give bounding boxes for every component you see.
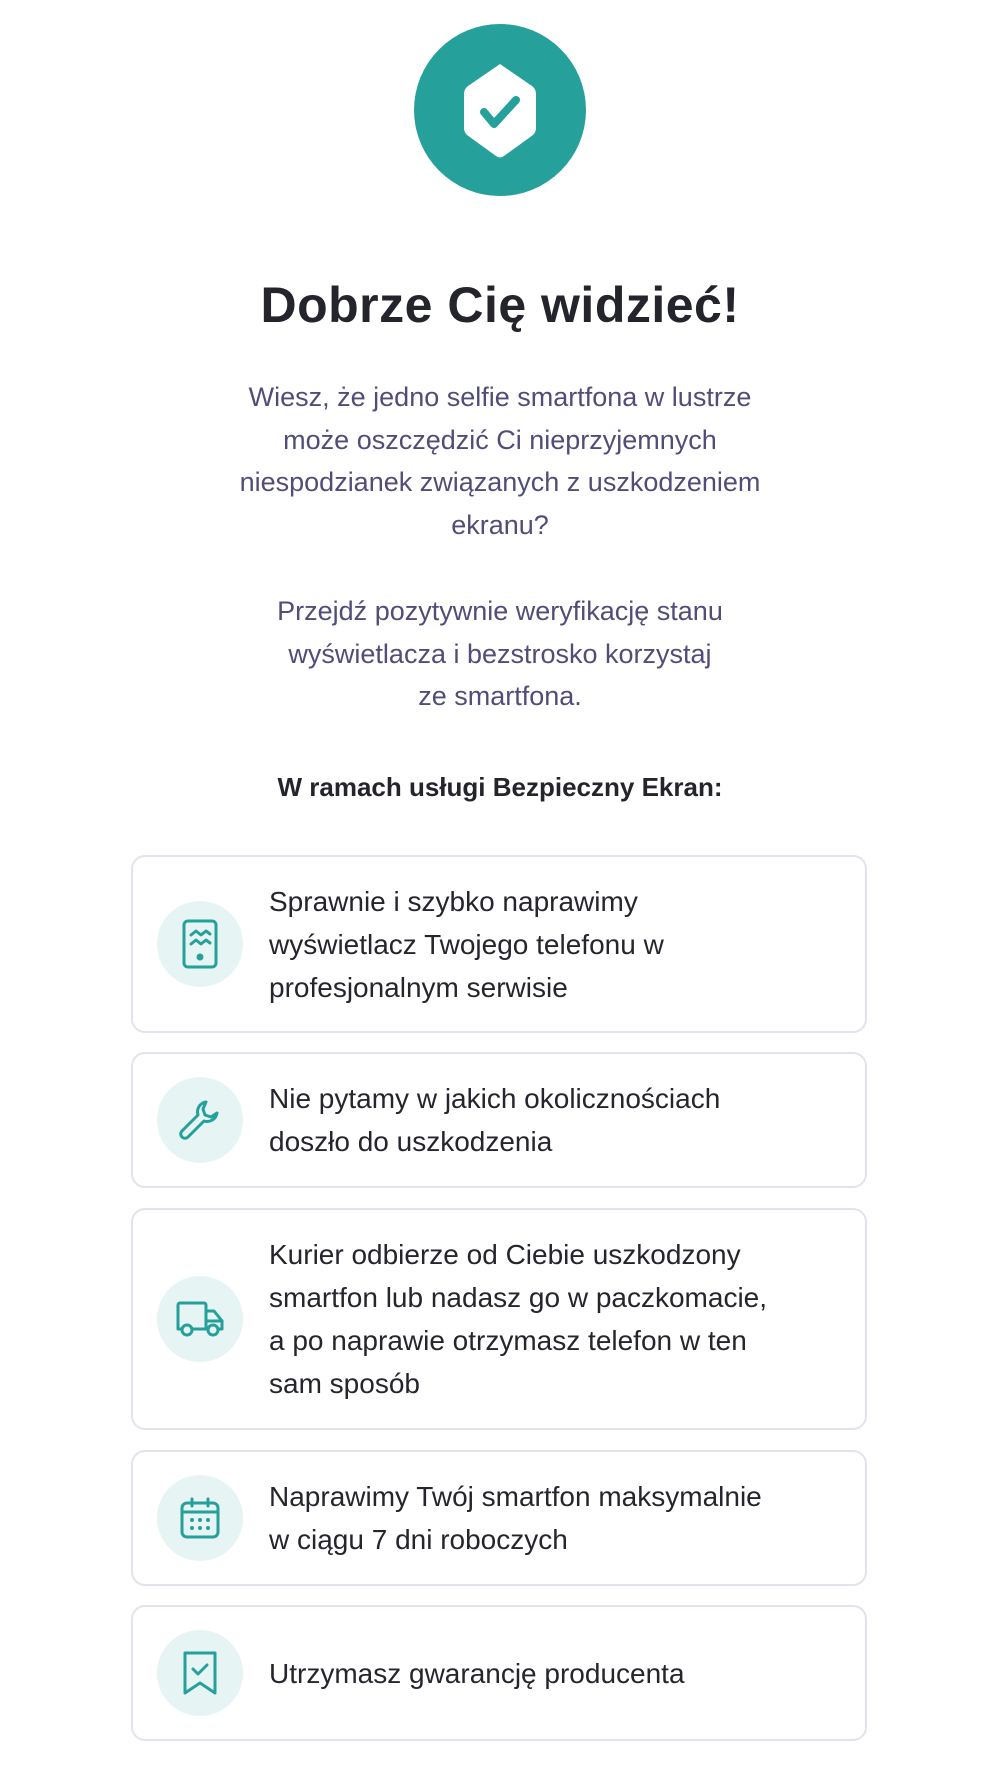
benefit-text bbox=[269, 1233, 797, 1405]
benefit-text bbox=[269, 1077, 750, 1163]
text-line: niespodzianek związanych z uszkodzeniem bbox=[239, 467, 761, 497]
benefits-heading: W ramach usługi Bezpieczny Ekran: bbox=[277, 772, 723, 802]
text-line: wyświetlacz Twojego telefonu w bbox=[269, 928, 664, 960]
text-line: Sprawnie i szybko naprawimy bbox=[269, 885, 638, 917]
text-line: sam sposób bbox=[269, 1368, 420, 1399]
benefit-card bbox=[131, 1450, 867, 1586]
truck-icon bbox=[157, 1276, 243, 1362]
benefit-card bbox=[131, 1208, 867, 1430]
bookmark-check-icon bbox=[157, 1630, 243, 1716]
text-line: Nie pytamy w jakich okolicznościach bbox=[269, 1083, 721, 1114]
shield-check-icon bbox=[460, 62, 540, 158]
text-line: a po naprawie otrzymasz telefon w ten bbox=[269, 1325, 747, 1356]
page-title: Dobrze Cię widzieć! bbox=[260, 277, 740, 333]
shield-badge bbox=[414, 24, 586, 196]
intro-paragraph-2 bbox=[0, 590, 1000, 718]
text-line: Wiesz, że jedno selfie smartfona w lustrze bbox=[248, 382, 752, 412]
calendar-icon bbox=[157, 1475, 243, 1561]
text-line: w ciągu 7 dni roboczych bbox=[269, 1524, 568, 1555]
wrench-icon bbox=[157, 1077, 243, 1163]
benefit-card bbox=[131, 855, 867, 1033]
text-line: Utrzymasz gwarancję producenta bbox=[269, 1657, 685, 1689]
text-line: doszło do uszkodzenia bbox=[269, 1126, 553, 1157]
text-line: ze smartfona. bbox=[418, 681, 582, 711]
benefit-text bbox=[269, 880, 694, 1009]
text-line: Kurier odbierze od Ciebie uszkodzony bbox=[269, 1239, 741, 1270]
text-line: może oszczędzić Ci nieprzyjemnych bbox=[283, 424, 717, 455]
text-line: Naprawimy Twój smartfon maksymalnie bbox=[269, 1481, 762, 1512]
intro-paragraph-1 bbox=[0, 376, 1000, 546]
text-line: profesjonalnym serwisie bbox=[269, 971, 568, 1003]
benefit-card bbox=[131, 1052, 867, 1188]
text-line: smartfon lub nadasz go w paczkomacie, bbox=[269, 1282, 768, 1313]
broken-phone-icon bbox=[157, 901, 243, 987]
benefit-text bbox=[269, 1652, 715, 1695]
text-line: wyświetlacza i bezstrosko korzystaj bbox=[288, 638, 712, 669]
text-line: Przejdź pozytywnie weryfikację stanu bbox=[277, 596, 723, 626]
benefit-text bbox=[269, 1475, 792, 1561]
benefit-card bbox=[131, 1605, 867, 1741]
text-line: ekranu? bbox=[451, 509, 549, 540]
